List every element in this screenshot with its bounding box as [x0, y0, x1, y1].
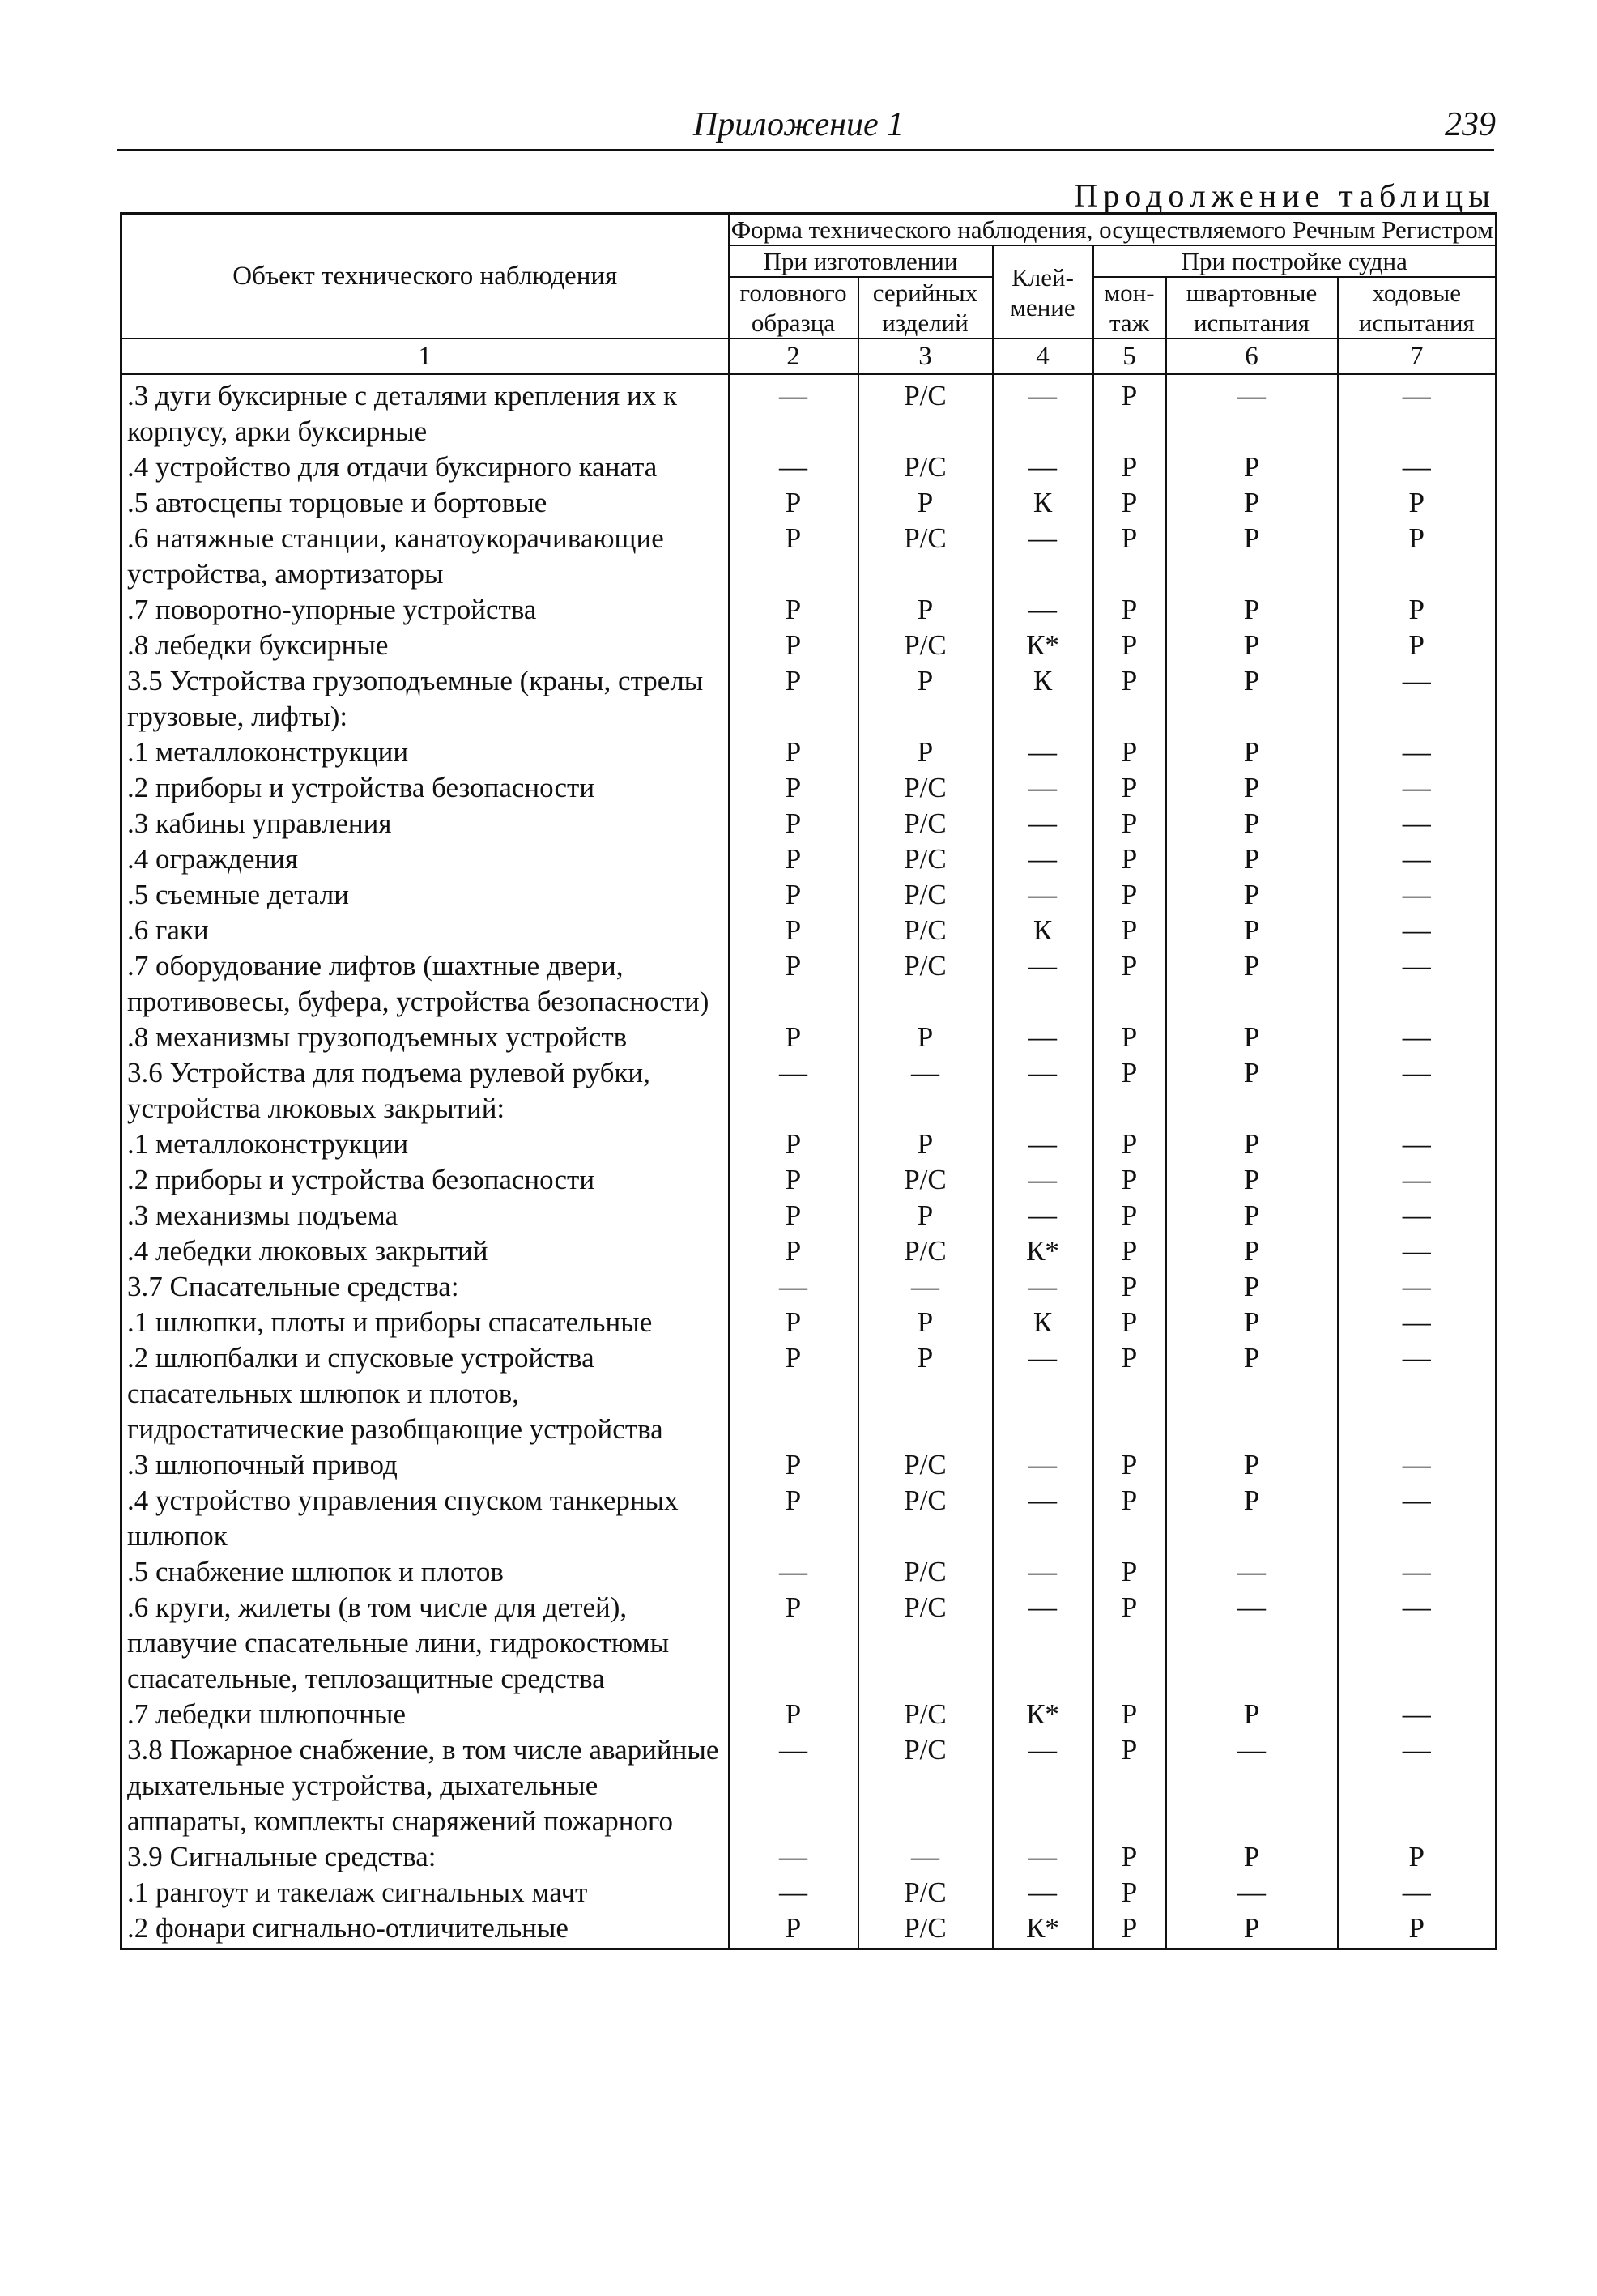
- sea-trial-cell: —: [1338, 948, 1497, 1020]
- prototype-cell: —: [729, 1554, 858, 1590]
- marking-cell: —: [993, 948, 1093, 1020]
- object-cell: .3 шлюпочный привод: [121, 1447, 729, 1483]
- assembly-cell: Р: [1093, 1590, 1166, 1697]
- mooring-cell: Р: [1166, 628, 1338, 663]
- assembly-cell: Р: [1093, 374, 1166, 449]
- sea-trial-cell: —: [1338, 1590, 1497, 1697]
- object-cell: .4 ограждения: [121, 841, 729, 877]
- table-row: [121, 521, 1497, 592]
- header-rule: [117, 149, 1494, 151]
- serial-cell: —: [858, 1055, 993, 1127]
- marking-cell: —: [993, 1732, 1093, 1839]
- mooring-cell: —: [1166, 1590, 1338, 1697]
- serial-cell: Р/С: [858, 1875, 993, 1910]
- sea-trial-cell: —: [1338, 374, 1497, 449]
- table-row: [121, 1910, 1497, 1949]
- marking-cell: —: [993, 592, 1093, 628]
- table-row: [121, 1447, 1497, 1483]
- sea-trial-cell: —: [1338, 1055, 1497, 1127]
- assembly-cell: Р: [1093, 770, 1166, 806]
- column-number-row: [121, 339, 1497, 374]
- mooring-cell: Р: [1166, 1162, 1338, 1198]
- assembly-cell: Р: [1093, 1697, 1166, 1732]
- sea-trial-cell: —: [1338, 1127, 1497, 1162]
- mooring-cell: Р: [1166, 1020, 1338, 1055]
- assembly-cell: Р: [1093, 449, 1166, 485]
- assembly-cell: Р: [1093, 521, 1166, 592]
- serial-cell: Р/С: [858, 374, 993, 449]
- mooring-cell: Р: [1166, 948, 1338, 1020]
- mooring-cell: Р: [1166, 1340, 1338, 1447]
- sea-trial-cell: —: [1338, 877, 1497, 913]
- table-row: [121, 1732, 1497, 1839]
- serial-cell: Р/С: [858, 1732, 993, 1839]
- object-cell: .2 приборы и устройства безопасности: [121, 770, 729, 806]
- assembly-cell: Р: [1093, 592, 1166, 628]
- mooring-cell: Р: [1166, 1910, 1338, 1949]
- prototype-cell: Р: [729, 948, 858, 1020]
- object-cell: .4 устройство управления спуском танкерных шлюпок: [121, 1483, 729, 1554]
- table-row: [121, 1055, 1497, 1127]
- mooring-cell: Р: [1166, 663, 1338, 735]
- prototype-cell: —: [729, 1875, 858, 1910]
- prototype-cell: Р: [729, 1127, 858, 1162]
- marking-cell: К: [993, 1305, 1093, 1340]
- sea-trial-cell: —: [1338, 1305, 1497, 1340]
- marking-cell: —: [993, 449, 1093, 485]
- prototype-cell: Р: [729, 1198, 858, 1233]
- marking-cell: К: [993, 913, 1093, 948]
- header-sea-trials: ходовые испытания: [1338, 277, 1497, 339]
- object-cell: .3 кабины управления: [121, 806, 729, 841]
- object-cell: .4 лебедки люковых закрытий: [121, 1233, 729, 1269]
- object-cell: .3 механизмы подъема: [121, 1198, 729, 1233]
- marking-cell: —: [993, 1839, 1093, 1875]
- mooring-cell: Р: [1166, 877, 1338, 913]
- sea-trial-cell: —: [1338, 1020, 1497, 1055]
- marking-cell: —: [993, 1875, 1093, 1910]
- mooring-cell: Р: [1166, 1055, 1338, 1127]
- serial-cell: Р/С: [858, 877, 993, 913]
- prototype-cell: Р: [729, 1910, 858, 1949]
- assembly-cell: Р: [1093, 1732, 1166, 1839]
- table-row: [121, 1162, 1497, 1198]
- prototype-cell: —: [729, 1839, 858, 1875]
- marking-cell: —: [993, 735, 1093, 770]
- table-row: [121, 1198, 1497, 1233]
- table-row: [121, 770, 1497, 806]
- column-number: 6: [1166, 339, 1338, 374]
- object-cell: 3.5 Устройства грузоподъемные (краны, стрелы грузовые, лифты):: [121, 663, 729, 735]
- sea-trial-cell: —: [1338, 1198, 1497, 1233]
- object-cell: .7 поворотно-упорные устройства: [121, 592, 729, 628]
- sea-trial-cell: Р: [1338, 521, 1497, 592]
- prototype-cell: Р: [729, 1590, 858, 1697]
- table-row: [121, 663, 1497, 735]
- sea-trial-cell: —: [1338, 1483, 1497, 1554]
- prototype-cell: Р: [729, 592, 858, 628]
- prototype-cell: Р: [729, 806, 858, 841]
- header-construction-group: При постройке судна: [1093, 245, 1497, 277]
- mooring-cell: —: [1166, 1554, 1338, 1590]
- mooring-cell: Р: [1166, 1269, 1338, 1305]
- serial-cell: Р: [858, 735, 993, 770]
- table-row: [121, 1697, 1497, 1732]
- assembly-cell: Р: [1093, 913, 1166, 948]
- mooring-cell: Р: [1166, 485, 1338, 521]
- column-number: 4: [993, 339, 1093, 374]
- marking-cell: К*: [993, 1910, 1093, 1949]
- mooring-cell: Р: [1166, 1233, 1338, 1269]
- serial-cell: Р/С: [858, 628, 993, 663]
- object-cell: .5 съемные детали: [121, 877, 729, 913]
- object-cell: .8 механизмы грузоподъемных устройств: [121, 1020, 729, 1055]
- table-header: [121, 214, 1497, 375]
- sea-trial-cell: —: [1338, 1162, 1497, 1198]
- mooring-cell: Р: [1166, 770, 1338, 806]
- assembly-cell: Р: [1093, 1483, 1166, 1554]
- marking-cell: —: [993, 770, 1093, 806]
- sea-trial-cell: —: [1338, 1875, 1497, 1910]
- marking-cell: —: [993, 841, 1093, 877]
- header-manufacture-group: При изготовлении: [729, 245, 993, 277]
- prototype-cell: Р: [729, 913, 858, 948]
- serial-cell: Р/С: [858, 1910, 993, 1949]
- assembly-cell: Р: [1093, 735, 1166, 770]
- mooring-cell: Р: [1166, 1697, 1338, 1732]
- prototype-cell: Р: [729, 877, 858, 913]
- header-serial: серийных изделий: [858, 277, 993, 339]
- prototype-cell: Р: [729, 1340, 858, 1447]
- marking-cell: —: [993, 1269, 1093, 1305]
- prototype-cell: Р: [729, 1305, 858, 1340]
- object-cell: 3.6 Устройства для подъема рулевой рубки, устройства люковых закрытий:: [121, 1055, 729, 1127]
- assembly-cell: Р: [1093, 1162, 1166, 1198]
- sea-trial-cell: Р: [1338, 1839, 1497, 1875]
- serial-cell: Р: [858, 1340, 993, 1447]
- header-object: Объект технического наблюдения: [121, 214, 729, 339]
- column-number: 5: [1093, 339, 1166, 374]
- mooring-cell: Р: [1166, 521, 1338, 592]
- object-cell: .2 фонари сигнально-отличительные: [121, 1910, 729, 1949]
- table-row: [121, 628, 1497, 663]
- header-marking: Клей-мение: [993, 245, 1093, 339]
- prototype-cell: Р: [729, 1697, 858, 1732]
- marking-cell: —: [993, 1055, 1093, 1127]
- sea-trial-cell: —: [1338, 913, 1497, 948]
- prototype-cell: —: [729, 449, 858, 485]
- serial-cell: Р/С: [858, 1590, 993, 1697]
- prototype-cell: Р: [729, 841, 858, 877]
- mooring-cell: —: [1166, 374, 1338, 449]
- sea-trial-cell: —: [1338, 1340, 1497, 1447]
- table-row: [121, 1020, 1497, 1055]
- column-number: 3: [858, 339, 993, 374]
- prototype-cell: —: [729, 1732, 858, 1839]
- header-assembly: мон-таж: [1093, 277, 1166, 339]
- serial-cell: Р/С: [858, 841, 993, 877]
- mooring-cell: Р: [1166, 1198, 1338, 1233]
- serial-cell: Р/С: [858, 1233, 993, 1269]
- running-header-title: Приложение 1: [692, 106, 905, 143]
- serial-cell: Р/С: [858, 449, 993, 485]
- serial-cell: Р: [858, 1198, 993, 1233]
- marking-cell: —: [993, 1554, 1093, 1590]
- marking-cell: —: [993, 1590, 1093, 1697]
- mooring-cell: Р: [1166, 1839, 1338, 1875]
- object-cell: .1 металлоконструкции: [121, 1127, 729, 1162]
- table-continuation-label: Продолжение таблицы: [1074, 177, 1496, 214]
- assembly-cell: Р: [1093, 1127, 1166, 1162]
- sea-trial-cell: —: [1338, 663, 1497, 735]
- table-row: [121, 913, 1497, 948]
- prototype-cell: Р: [729, 1020, 858, 1055]
- assembly-cell: Р: [1093, 1055, 1166, 1127]
- marking-cell: —: [993, 1340, 1093, 1447]
- prototype-cell: —: [729, 1055, 858, 1127]
- assembly-cell: Р: [1093, 1875, 1166, 1910]
- column-number: 2: [729, 339, 858, 374]
- marking-cell: —: [993, 877, 1093, 913]
- prototype-cell: —: [729, 1269, 858, 1305]
- table-row: [121, 1839, 1497, 1875]
- assembly-cell: Р: [1093, 1305, 1166, 1340]
- marking-cell: К*: [993, 1233, 1093, 1269]
- assembly-cell: Р: [1093, 1233, 1166, 1269]
- assembly-cell: Р: [1093, 1269, 1166, 1305]
- sea-trial-cell: —: [1338, 1447, 1497, 1483]
- table-row: [121, 485, 1497, 521]
- sea-trial-cell: —: [1338, 806, 1497, 841]
- serial-cell: —: [858, 1839, 993, 1875]
- table-row: [121, 1305, 1497, 1340]
- assembly-cell: Р: [1093, 1447, 1166, 1483]
- serial-cell: Р: [858, 1020, 993, 1055]
- object-cell: 3.9 Сигнальные средства:: [121, 1839, 729, 1875]
- serial-cell: Р: [858, 1305, 993, 1340]
- object-cell: .5 снабжение шлюпок и плотов: [121, 1554, 729, 1590]
- assembly-cell: Р: [1093, 1910, 1166, 1949]
- serial-cell: Р/С: [858, 1162, 993, 1198]
- assembly-cell: Р: [1093, 1554, 1166, 1590]
- marking-cell: —: [993, 374, 1093, 449]
- sea-trial-cell: —: [1338, 1554, 1497, 1590]
- serial-cell: Р: [858, 485, 993, 521]
- table-row: [121, 1127, 1497, 1162]
- table-row: [121, 449, 1497, 485]
- sea-trial-cell: Р: [1338, 1910, 1497, 1949]
- mooring-cell: Р: [1166, 841, 1338, 877]
- mooring-cell: Р: [1166, 1483, 1338, 1554]
- marking-cell: —: [993, 521, 1093, 592]
- prototype-cell: Р: [729, 735, 858, 770]
- object-cell: .7 оборудование лифтов (шахтные двери, противовесы, буфера, устройства безопасности): [121, 948, 729, 1020]
- serial-cell: Р/С: [858, 1483, 993, 1554]
- sea-trial-cell: Р: [1338, 628, 1497, 663]
- table-row: [121, 948, 1497, 1020]
- marking-cell: —: [993, 806, 1093, 841]
- sea-trial-cell: —: [1338, 770, 1497, 806]
- page-number: 239: [1445, 106, 1496, 143]
- table-row: [121, 592, 1497, 628]
- sea-trial-cell: —: [1338, 841, 1497, 877]
- serial-cell: Р: [858, 663, 993, 735]
- object-cell: 3.8 Пожарное снабжение, в том числе аварийные дыхательные устройства, дыхательные аппараты, комплекты снаряжений пожарного: [121, 1732, 729, 1839]
- prototype-cell: Р: [729, 1447, 858, 1483]
- serial-cell: Р/С: [858, 913, 993, 948]
- object-cell: .2 приборы и устройства безопасности: [121, 1162, 729, 1198]
- assembly-cell: Р: [1093, 628, 1166, 663]
- mooring-cell: Р: [1166, 1127, 1338, 1162]
- table-row: [121, 877, 1497, 913]
- assembly-cell: Р: [1093, 663, 1166, 735]
- header-mooring-tests: швартовные испытания: [1166, 277, 1338, 339]
- prototype-cell: Р: [729, 1233, 858, 1269]
- object-cell: 3.7 Спасательные средства:: [121, 1269, 729, 1305]
- mooring-cell: Р: [1166, 1447, 1338, 1483]
- object-cell: .8 лебедки буксирные: [121, 628, 729, 663]
- column-number: 1: [121, 339, 729, 374]
- column-number: 7: [1338, 339, 1497, 374]
- prototype-cell: Р: [729, 485, 858, 521]
- serial-cell: Р/С: [858, 1447, 993, 1483]
- table-row: [121, 1340, 1497, 1447]
- mooring-cell: Р: [1166, 913, 1338, 948]
- object-cell: .4 устройство для отдачи буксирного каната: [121, 449, 729, 485]
- sea-trial-cell: —: [1338, 1233, 1497, 1269]
- assembly-cell: Р: [1093, 841, 1166, 877]
- serial-cell: Р/С: [858, 806, 993, 841]
- object-cell: .1 металлоконструкции: [121, 735, 729, 770]
- serial-cell: Р/С: [858, 1697, 993, 1732]
- marking-cell: —: [993, 1127, 1093, 1162]
- sea-trial-cell: —: [1338, 1697, 1497, 1732]
- marking-cell: —: [993, 1198, 1093, 1233]
- mooring-cell: Р: [1166, 806, 1338, 841]
- marking-cell: —: [993, 1020, 1093, 1055]
- sea-trial-cell: —: [1338, 449, 1497, 485]
- marking-cell: К: [993, 485, 1093, 521]
- mooring-cell: Р: [1166, 1305, 1338, 1340]
- object-cell: .6 круги, жилеты (в том числе для детей), плавучие спасательные лини, гидрокостюмы спасательные, теплозащитные средства: [121, 1590, 729, 1697]
- object-cell: .7 лебедки шлюпочные: [121, 1697, 729, 1732]
- serial-cell: Р/С: [858, 521, 993, 592]
- mooring-cell: Р: [1166, 592, 1338, 628]
- object-cell: .1 рангоут и такелаж сигнальных мачт: [121, 1875, 729, 1910]
- table-row: [121, 1269, 1497, 1305]
- table-row: [121, 1483, 1497, 1554]
- prototype-cell: Р: [729, 1162, 858, 1198]
- serial-cell: Р/С: [858, 1554, 993, 1590]
- sea-trial-cell: —: [1338, 1732, 1497, 1839]
- assembly-cell: Р: [1093, 1340, 1166, 1447]
- assembly-cell: Р: [1093, 877, 1166, 913]
- table-row: [121, 1233, 1497, 1269]
- serial-cell: Р/С: [858, 770, 993, 806]
- mooring-cell: —: [1166, 1732, 1338, 1839]
- table-row: [121, 374, 1497, 449]
- serial-cell: —: [858, 1269, 993, 1305]
- object-cell: .6 натяжные станции, канатоукорачивающие устройства, амортизаторы: [121, 521, 729, 592]
- header-form-group: Форма технического наблюдения, осуществляемого Речным Регистром: [729, 214, 1497, 246]
- marking-cell: —: [993, 1162, 1093, 1198]
- serial-cell: Р: [858, 1127, 993, 1162]
- table-row: [121, 735, 1497, 770]
- object-cell: .3 дуги буксирные с деталями крепления их к корпусу, арки буксирные: [121, 374, 729, 449]
- technical-supervision-table: [120, 212, 1497, 1950]
- mooring-cell: —: [1166, 1875, 1338, 1910]
- marking-cell: К*: [993, 1697, 1093, 1732]
- sea-trial-cell: —: [1338, 1269, 1497, 1305]
- prototype-cell: Р: [729, 663, 858, 735]
- prototype-cell: Р: [729, 521, 858, 592]
- marking-cell: —: [993, 1483, 1093, 1554]
- mooring-cell: Р: [1166, 735, 1338, 770]
- serial-cell: Р/С: [858, 948, 993, 1020]
- assembly-cell: Р: [1093, 948, 1166, 1020]
- object-cell: .1 шлюпки, плоты и приборы спасательные: [121, 1305, 729, 1340]
- object-cell: .6 гаки: [121, 913, 729, 948]
- prototype-cell: Р: [729, 770, 858, 806]
- prototype-cell: Р: [729, 628, 858, 663]
- table-row: [121, 1554, 1497, 1590]
- table-row: [121, 841, 1497, 877]
- object-cell: .5 автосцепы торцовые и бортовые: [121, 485, 729, 521]
- marking-cell: —: [993, 1447, 1093, 1483]
- assembly-cell: Р: [1093, 1198, 1166, 1233]
- table-row: [121, 1875, 1497, 1910]
- sea-trial-cell: Р: [1338, 592, 1497, 628]
- marking-cell: К: [993, 663, 1093, 735]
- sea-trial-cell: —: [1338, 735, 1497, 770]
- marking-cell: К*: [993, 628, 1093, 663]
- mooring-cell: Р: [1166, 449, 1338, 485]
- table-row: [121, 806, 1497, 841]
- assembly-cell: Р: [1093, 1020, 1166, 1055]
- table-row: [121, 1590, 1497, 1697]
- serial-cell: Р: [858, 592, 993, 628]
- assembly-cell: Р: [1093, 1839, 1166, 1875]
- sea-trial-cell: Р: [1338, 485, 1497, 521]
- object-cell: .2 шлюпбалки и спусковые устройства спасательных шлюпок и плотов, гидростатические разобщающие устройства: [121, 1340, 729, 1447]
- header-prototype: головного образца: [729, 277, 858, 339]
- assembly-cell: Р: [1093, 806, 1166, 841]
- assembly-cell: Р: [1093, 485, 1166, 521]
- prototype-cell: Р: [729, 1483, 858, 1554]
- prototype-cell: —: [729, 374, 858, 449]
- table-body: [121, 374, 1497, 1949]
